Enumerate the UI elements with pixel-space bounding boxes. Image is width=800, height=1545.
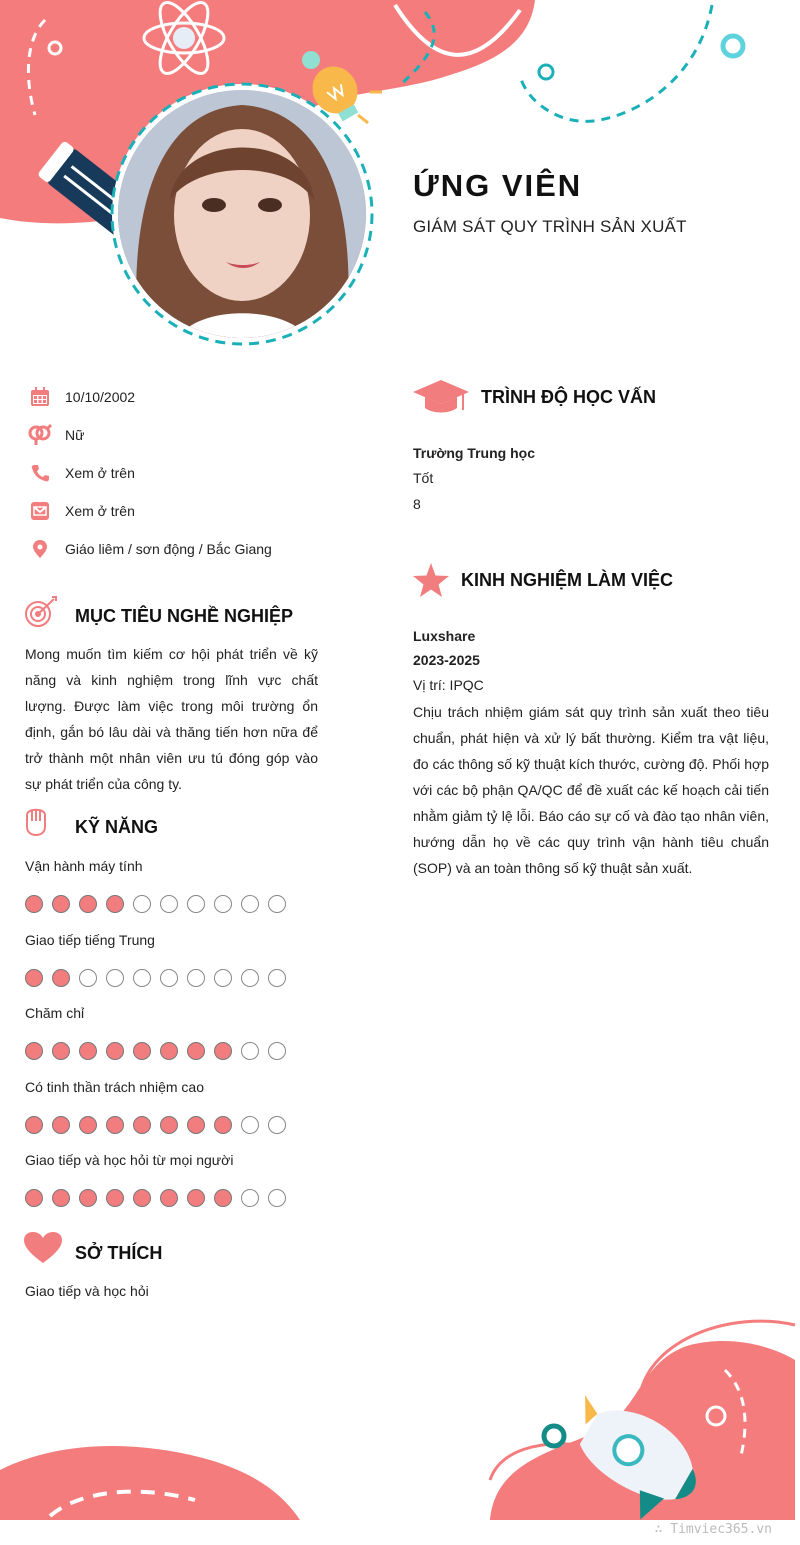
education-score: 8 <box>413 496 421 512</box>
rating-dot-empty <box>187 969 205 987</box>
rating-dot-empty <box>241 969 259 987</box>
rating-dot-empty <box>241 1042 259 1060</box>
rating-dot-filled <box>79 1189 97 1207</box>
company-name: Luxshare <box>413 628 476 644</box>
rating-dot-filled <box>25 969 43 987</box>
work-position: Vị trí: IPQC <box>413 677 484 693</box>
rating-dot-filled <box>52 1189 70 1207</box>
rating-dot-filled <box>187 1189 205 1207</box>
skill-rating <box>25 895 286 913</box>
rating-dot-filled <box>25 1116 43 1134</box>
gender-icon <box>25 424 55 446</box>
rating-dot-empty <box>160 895 178 913</box>
fist-icon <box>24 805 48 842</box>
rating-dot-empty <box>133 895 151 913</box>
skill-rating <box>25 1116 286 1134</box>
info-address <box>25 535 345 563</box>
rating-dot-empty <box>268 969 286 987</box>
skill-rating <box>25 1189 286 1207</box>
rating-dot-filled <box>106 1189 124 1207</box>
rating-dot-filled <box>160 1189 178 1207</box>
address-text: Giáo liêm / sơn động / Bắc Giang <box>65 541 272 557</box>
rating-dot-filled <box>187 1116 205 1134</box>
rating-dot-empty <box>241 895 259 913</box>
rating-dot-filled <box>160 1042 178 1060</box>
work-period: 2023-2025 <box>413 652 480 668</box>
rating-dot-filled <box>106 895 124 913</box>
candidate-name: ỨNG VIÊN <box>413 168 583 203</box>
rating-dot-filled <box>79 1116 97 1134</box>
skill-rating <box>25 969 286 987</box>
rating-dot-filled <box>133 1189 151 1207</box>
rating-dot-empty <box>106 969 124 987</box>
objective-title: MỤC TIÊU NGHỀ NGHIỆP <box>75 606 294 626</box>
rating-dot-filled <box>25 1189 43 1207</box>
rating-dot-empty <box>241 1116 259 1134</box>
calendar-icon <box>25 386 55 408</box>
experience-title: KINH NGHIỆM LÀM VIỆC <box>461 570 674 590</box>
rating-dot-empty <box>187 895 205 913</box>
skills-title: KỸ NĂNG <box>75 817 159 837</box>
info-email <box>25 497 345 525</box>
phone-text: Xem ở trên <box>65 465 135 481</box>
skill-name: Chăm chỉ <box>25 1005 85 1021</box>
rating-dot-filled <box>52 1042 70 1060</box>
rating-dot-filled <box>106 1042 124 1060</box>
avatar <box>118 90 366 338</box>
heart-icon <box>24 1232 62 1269</box>
gender-text: Nữ <box>65 427 85 443</box>
info-gender <box>25 421 345 449</box>
rating-dot-empty <box>79 969 97 987</box>
graduation-cap-icon <box>413 380 469 419</box>
rating-dot-empty <box>214 969 232 987</box>
star-icon <box>413 563 449 602</box>
email-text: Xem ở trên <box>65 503 135 519</box>
rating-dot-empty <box>268 1042 286 1060</box>
rating-dot-filled <box>187 1042 205 1060</box>
rating-dot-filled <box>79 895 97 913</box>
rating-dot-empty <box>160 969 178 987</box>
rating-dot-filled <box>106 1116 124 1134</box>
rating-dot-filled <box>214 1189 232 1207</box>
rating-dot-filled <box>52 1116 70 1134</box>
rating-dot-empty <box>241 1189 259 1207</box>
avatar-frame <box>108 80 376 348</box>
birthday-text: 10/10/2002 <box>65 389 136 405</box>
watermark: ∴ Timviec365.vn <box>654 1522 772 1537</box>
skill-name: Giao tiếp tiếng Trung <box>25 931 155 948</box>
target-icon <box>24 596 58 635</box>
rating-dot-empty <box>268 1189 286 1207</box>
skill-name: Có tinh thần trách nhiệm cao <box>25 1078 204 1095</box>
skill-rating <box>25 1042 286 1060</box>
school-name: Trường Trung học <box>413 445 535 461</box>
info-phone <box>25 459 345 487</box>
rating-dot-filled <box>133 1042 151 1060</box>
rating-dot-empty <box>133 969 151 987</box>
job-title: GIÁM SÁT QUY TRÌNH SẢN XUẤT <box>413 217 687 236</box>
objective-text: Mong muốn tìm kiếm cơ hội phát triển về kỹ năng và kinh nghiệm trong lĩnh vực chất lượng. Được làm việc trong môi trường ổn định, gắn bó lâu dài và thăng tiến hơn nữa để trở thành một nhân viên ưu tú đóng góp vào sự phát triển của công ty. <box>25 646 318 792</box>
education-grade: Tốt <box>413 470 434 486</box>
info-birthday <box>25 383 345 411</box>
rating-dot-filled <box>160 1116 178 1134</box>
rating-dot-filled <box>52 969 70 987</box>
rating-dot-empty <box>268 895 286 913</box>
hobbies-title: SỞ THÍCH <box>75 1243 163 1263</box>
email-icon <box>25 500 55 522</box>
rating-dot-filled <box>79 1042 97 1060</box>
rating-dot-empty <box>268 1116 286 1134</box>
education-title: TRÌNH ĐỘ HỌC VẤN <box>481 387 656 407</box>
rating-dot-filled <box>214 1116 232 1134</box>
rating-dot-empty <box>214 895 232 913</box>
skill-name: Vận hành máy tính <box>25 858 143 874</box>
rating-dot-filled <box>25 1042 43 1060</box>
work-description: Chịu trách nhiệm giám sát quy trình sản xuất theo tiêu chuẩn, phát hiện và xử lý bất thường. Kiểm tra vật liệu, đo các thông số kỹ thuật kích thước, cường độ. Phối hợp với các bộ phận QA/QC để đề xuất các kế hoạch cải tiến nhằm giảm tỷ lệ lỗi. Báo cáo sự cố và đào tạo nhân viên, hướng dẫn họ về các quy trình vận hành tiêu chuẩn (SOP) và an toàn thông số kỹ thuật sản xuất. <box>413 704 769 876</box>
skill-name: Giao tiếp và học hỏi từ mọi người <box>25 1152 234 1168</box>
rating-dot-filled <box>133 1116 151 1134</box>
location-pin-icon <box>25 538 55 560</box>
rating-dot-filled <box>52 895 70 913</box>
rating-dot-filled <box>214 1042 232 1060</box>
phone-icon <box>25 462 55 484</box>
hobbies-text: Giao tiếp và học hỏi <box>25 1283 149 1299</box>
rating-dot-filled <box>25 895 43 913</box>
